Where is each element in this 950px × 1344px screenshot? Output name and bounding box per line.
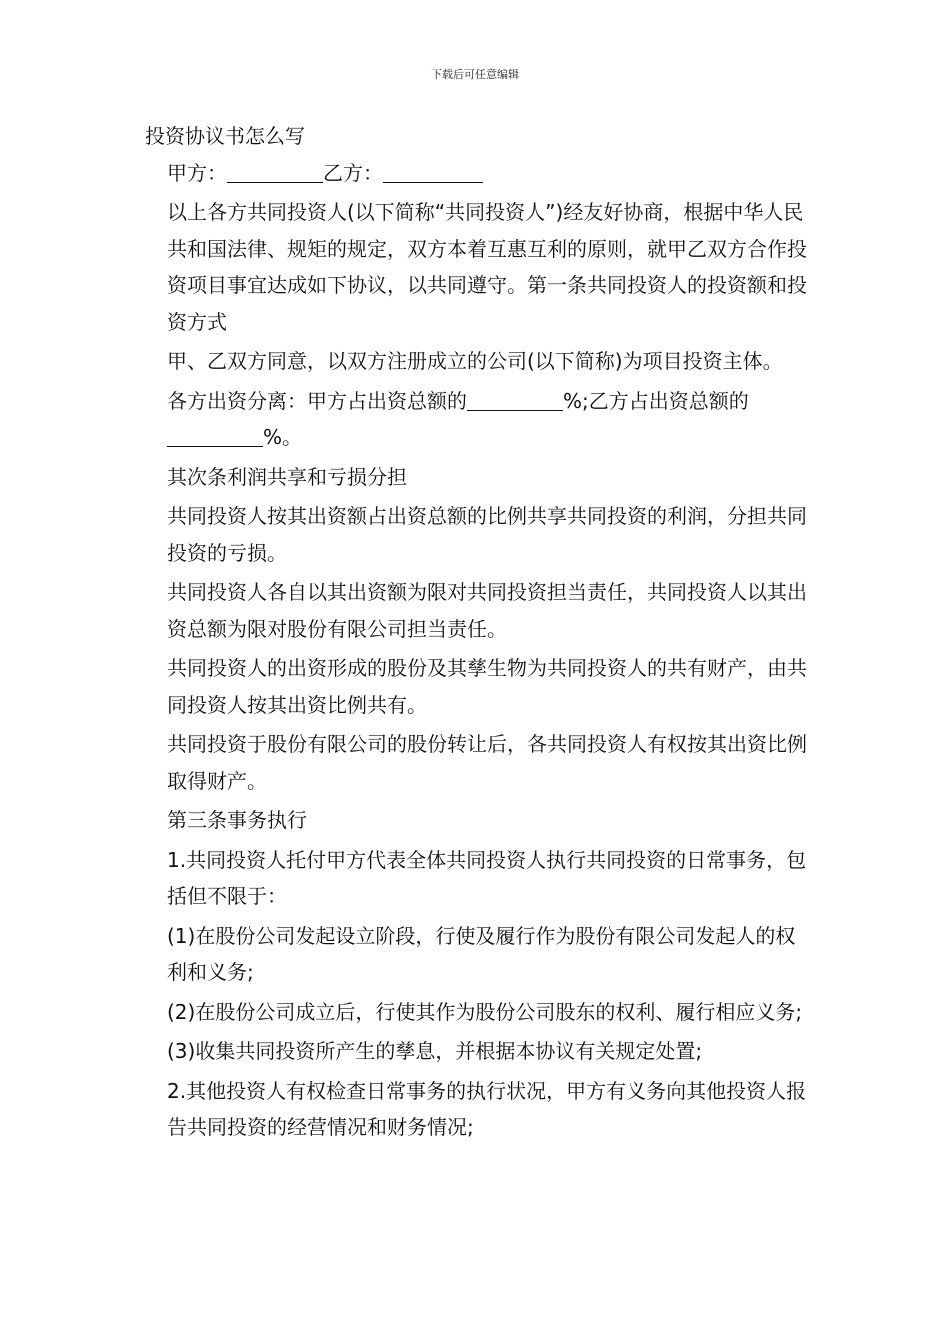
paragraph-12: 2.其他投资人有权检查日常事务的执行状况，甲方有义务向其他投资人报告共同投资的经营情况和财务情况; <box>167 1078 807 1139</box>
paragraph-11: (3)收集共同投资所产生的孳息，并根据本协议有关规定处置; <box>167 1039 703 1063</box>
paragraph-2: 甲、乙双方同意，以双方注册成立的公司(以下简称)为项目投资主体。 <box>167 349 783 373</box>
paragraph-3 <box>145 383 808 456</box>
paragraph-8: 1.共同投资人托付甲方代表全体共同投资人执行共同投资的日常事务，包括但不限于： <box>167 847 807 908</box>
contribution-b-text: %;乙方占出资总额的 <box>563 388 749 413</box>
document-body <box>145 118 808 1146</box>
contribution-a-blank <box>467 390 563 411</box>
paragraph-7: 共同投资于股份有限公司的股份转让后，各共同投资人有权按其出资比例取得财产。 <box>167 732 807 793</box>
contribution-b-blank <box>167 426 263 447</box>
paragraph-1: 以上各方共同投资人(以下简称“共同投资人”)经友好协商，根据中华人民共和国法律、规矩的规定，双方本着互惠互利的原则，就甲乙双方合作投资项目事宜达成如下协议，以共同遵守。第一条共同投资人的投资额和投资方式 <box>167 200 807 334</box>
section-3-heading: 第三条事务执行 <box>167 808 307 832</box>
paragraph-10: (2)在股份公司成立后，行使其作为股份公司股东的权利、履行相应义务; <box>167 999 803 1024</box>
parties-line <box>145 155 808 192</box>
paragraph-6: 共同投资人的出资形成的股份及其孳生物为共同投资人的共有财产，由共同投资人按其出资比例共有。 <box>167 656 807 717</box>
party-a-label: 甲方： <box>167 160 227 185</box>
section-2-heading: 其次条利润共享和亏损分担 <box>167 464 407 489</box>
document-title: 投资协议书怎么写 <box>145 124 305 148</box>
contribution-end-text: %。 <box>263 425 303 449</box>
party-b-label: 乙方： <box>323 160 383 185</box>
paragraph-4: 共同投资人按其出资额占出资总额的比例共享共同投资的利润，分担共同投资的亏损。 <box>167 504 807 565</box>
paragraph-5: 共同投资人各自以其出资额为限对共同投资担当责任，共同投资人以其出资总额为限对股份有限公司担当责任。 <box>167 580 807 641</box>
party-a-blank <box>227 162 323 183</box>
paragraph-9: (1)在股份公司发起设立阶段，行使及履行作为股份有限公司发起人的权利和义务; <box>167 923 796 984</box>
page-header: 下载后可任意编辑 <box>431 68 519 81</box>
party-b-blank <box>383 162 483 183</box>
contribution-a-text: 各方出资分离：甲方占出资总额的 <box>167 388 467 413</box>
